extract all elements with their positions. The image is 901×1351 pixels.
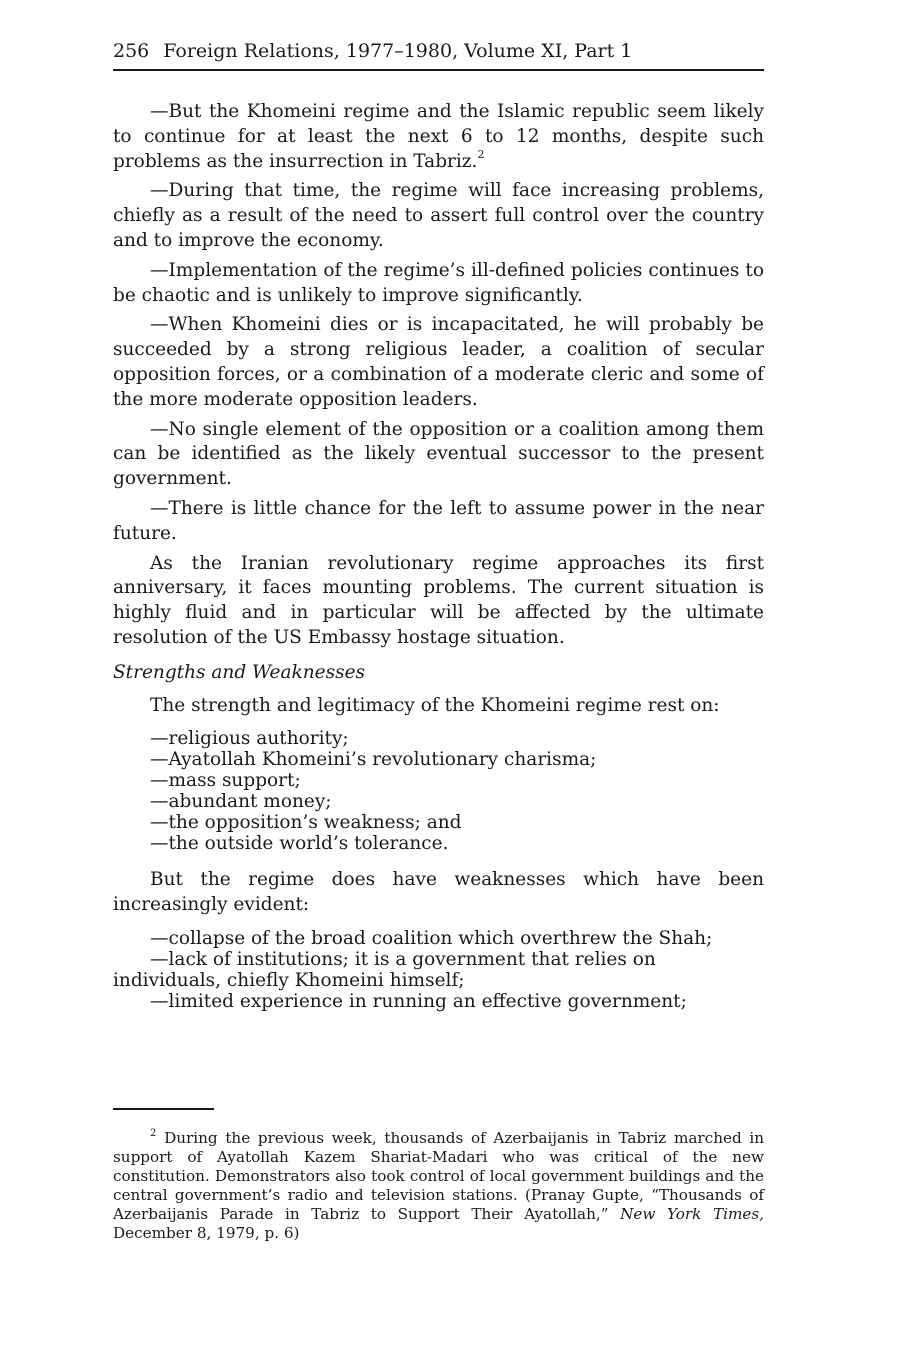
header-rule bbox=[113, 69, 764, 71]
footnote-marker: 2 bbox=[150, 1127, 157, 1139]
paragraph-4: —When Khomeini dies or is incapacitated, he will probably be succeeded by a strong religious leader, a coalition of secular opposition forces, or a combination of a moderate cleric and some of the more moderate opposition leaders. bbox=[113, 314, 764, 410]
footnote-rule bbox=[113, 1108, 214, 1110]
section-heading: Strengths and Weaknesses bbox=[113, 661, 366, 683]
page-number: 256 bbox=[113, 40, 150, 62]
list-item: —the outside world’s tolerance. bbox=[150, 833, 449, 855]
footnote-source: New York Times, bbox=[620, 1205, 764, 1223]
paragraph-1 bbox=[113, 100, 764, 174]
footnote-text: During the previous week, thousands of Azerbaijanis in Tabriz marched in support of Ayatollah Kazem Shariat-Madari who was critical of the new constitution. Demonstrators also took control of local government buildings and the central government’s radio and television stations. (Pranay Gupte, “Thousands of Azerbaijanis Parade in Tabriz to Support Their Ayatollah,” bbox=[113, 1129, 765, 1223]
paragraph-2: —During that time, the regime will face increasing problems, chiefly as a result of the need to assert full control over the country and to improve the economy. bbox=[113, 180, 764, 251]
paragraph-7: As the Iranian revolutionary regime approaches its first anniversary, it faces mounting problems. The current situation is highly fluid and in particular will be affected by the ultimate resolution of the US Embassy hostage situation. bbox=[113, 552, 764, 648]
footnote-citation: December 8, 1979, p. 6) bbox=[113, 1224, 300, 1242]
weaknesses-intro: But the regime does have weaknesses which have been increasingly evident: bbox=[113, 869, 764, 916]
footnote bbox=[113, 1129, 764, 1243]
paragraph-5: —No single element of the opposition or a coalition among them can be identified as the likely eventual successor to the present government. bbox=[113, 418, 764, 490]
strengths-list bbox=[113, 728, 764, 854]
list-item: —the opposition’s weakness; and bbox=[150, 812, 462, 834]
list-item: —abundant money; bbox=[150, 791, 332, 813]
list-item: —lack of institutions; it is a government that relies on individuals, chiefly Khomeini himself; bbox=[113, 948, 656, 991]
list-item: —mass support; bbox=[150, 770, 301, 792]
list-item: —Ayatollah Khomeini’s revolutionary charisma; bbox=[150, 749, 597, 771]
running-head-title: Foreign Relations, 1977–1980, Volume XI, Part 1 bbox=[163, 40, 633, 62]
list-item: —religious authority; bbox=[150, 728, 349, 750]
strengths-intro: The strength and legitimacy of the Khomeini regime rest on: bbox=[150, 694, 720, 716]
footnote-ref: 2 bbox=[477, 148, 485, 162]
list-item: —collapse of the broad coalition which overthrew the Shah; bbox=[150, 927, 713, 949]
body-text bbox=[113, 100, 764, 1026]
paragraph-3: —Implementation of the regime’s ill-defined policies continues to be chaotic and is unlikely to improve significantly. bbox=[113, 259, 764, 306]
running-head bbox=[113, 40, 764, 62]
weaknesses-list bbox=[113, 928, 764, 1012]
list-item: —limited experience in running an effective government; bbox=[150, 990, 687, 1012]
paragraph-1-text: —But the Khomeini regime and the Islamic republic seem likely to continue for at least the next 6 to 12 months, despite such problems as the insurrection in Tabriz. bbox=[113, 101, 764, 172]
paragraph-6: —There is little chance for the left to assume power in the near future. bbox=[113, 497, 764, 544]
